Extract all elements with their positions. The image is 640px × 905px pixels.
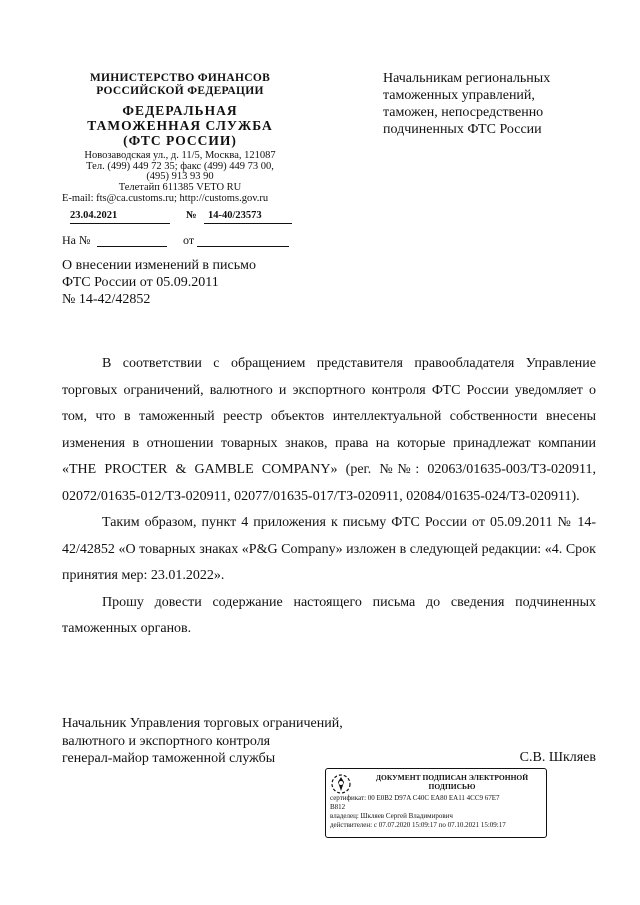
letter-body: [62, 351, 596, 643]
subject-line-3: № 14-42/42852: [62, 292, 151, 307]
stamp-certificate-2: B812: [330, 803, 346, 811]
service-line-2: ТАМОЖЕННАЯ СЛУЖБА: [87, 118, 273, 133]
body-paragraph-3: Прошу довести содержание настоящего письма до сведения подчиненных таможенных органов.: [62, 594, 596, 636]
e-signature-stamp: [325, 768, 547, 838]
from-label: от: [183, 233, 195, 247]
emblem-icon: [329, 772, 353, 796]
phone-line-2: (495) 913 93 90: [146, 171, 214, 182]
signatory-line-1: Начальник Управления торговых ограничений,: [62, 716, 343, 731]
addressee-line-1: Начальникам региональных: [383, 71, 551, 86]
address-line: Новозаводская ул., д. 11/5, Москва, 121087: [84, 150, 276, 161]
ministry-line-2: РОССИЙСКОЙ ФЕДЕРАЦИИ: [96, 85, 264, 97]
stamp-details: [330, 794, 544, 830]
signatory-title: [62, 715, 382, 768]
teletype-line: Телетайп 611385 VETO RU: [118, 181, 242, 193]
addressee-line-2: таможенных управлений,: [383, 88, 535, 103]
email-line: E-mail: fts@ca.customs.ru; http://customs.gov.ru: [62, 193, 269, 204]
signatory-line-3: генерал-майор таможенной службы: [62, 751, 276, 766]
stamp-title: [360, 773, 544, 791]
addressee-line-3: таможен, непосредственно: [383, 105, 544, 120]
service-name: [62, 103, 298, 148]
stamp-validity: действителен: с 07.07.2020 15:09:17 по 07.10.2021 15:09:17: [330, 821, 506, 829]
stamp-certificate: сертификат: 00 E0B2 D97A C40C EA80 EA11 4CC9 67E7: [330, 794, 500, 802]
body-paragraph-1: В соответствии с обращением представителя правообладателя Управление торговых ограничений, валютного и экспортного контроля ФТС России уведомляет о том, что в таможенный реестр объектов интеллектуальной собственности внесены изменения в отношении товарных знаков, права на которые принадлежат компании «THE PROCTER & GAMBLE COMPANY» (рег. №№: 02063/01635-003/ТЗ-020911, 02072/01635-012/ТЗ-020911, 02077/01635-017/ТЗ-020911, 02084/01635-024/ТЗ-020911).: [62, 356, 596, 504]
from-blank: [197, 246, 289, 247]
reference-blank: [97, 246, 167, 247]
document-number: 14-40/23573: [204, 210, 292, 224]
ministry-line-1: МИНИСТЕРСТВО ФИНАНСОВ: [89, 72, 271, 84]
addressee: [383, 70, 603, 138]
reference-label: На №: [62, 233, 91, 247]
number-label: №: [186, 210, 197, 221]
document-date: 23.04.2021: [70, 210, 170, 224]
stamp-title-line-1: ДОКУМЕНТ ПОДПИСАН ЭЛЕКТРОННОЙ: [375, 773, 529, 782]
subject-line-1: О внесении изменений в письмо: [62, 258, 256, 273]
stamp-owner: владелец: Шкляев Сергей Владимирович: [330, 812, 453, 820]
stamp-title-line-2: ПОДПИСЬЮ: [428, 782, 476, 791]
contacts-block: [62, 151, 298, 193]
signatory-name: С.В. Шкляев: [519, 750, 596, 765]
subject-line-2: ФТС России от 05.09.2011: [62, 275, 219, 290]
service-line-3: (ФТС РОССИИ): [123, 133, 237, 148]
service-line-1: ФЕДЕРАЛЬНАЯ: [122, 103, 238, 118]
ministry-name: [62, 72, 298, 98]
body-paragraph-2: Таким образом, пункт 4 приложения к письму ФТС России от 05.09.2011 № 14-42/42852 «О товарных знаках «P&G Company» изложен в следующей редакции: «4. Срок принятия мер: 23.01.2022».: [62, 515, 596, 583]
phone-line: Тел. (499) 449 72 35; факс (499) 449 73 00,: [86, 160, 274, 172]
addressee-line-4: подчиненных ФТС России: [383, 122, 542, 137]
letter-subject: [62, 257, 322, 308]
signatory-line-2: валютного и экспортного контроля: [62, 733, 271, 749]
